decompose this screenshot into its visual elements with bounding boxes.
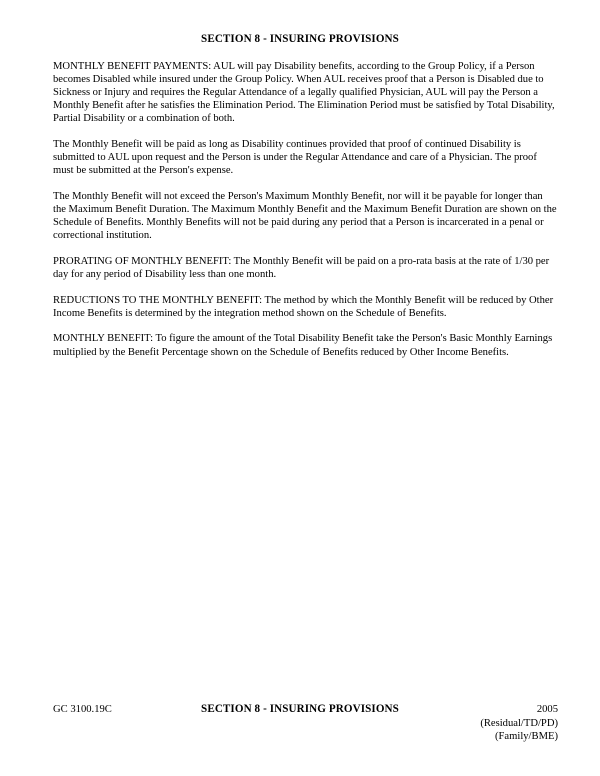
paragraph-maximum-benefit: The Monthly Benefit will not exceed the Person's Maximum Monthly Benefit, nor will it be payable for longer than the Maximum Benefit Duration. The Maximum Monthly Benefit and the Maximum Benefit Duration are shown on the Schedule of Benefits. Monthly Benefits will not be paid during any period that a Person is incarcerated in a penal or correctional institution.	[53, 190, 557, 242]
paragraph-prorating-of-monthly-benefit: PRORATING OF MONTHLY BENEFIT: The Monthly Benefit will be paid on a pro-rata basis at the rate of 1/30 per day for any period of Disability less than one month.	[53, 255, 550, 280]
footer-form-number: GC 3100.19C	[53, 704, 112, 715]
paragraph-monthly-benefit: MONTHLY BENEFIT: To figure the amount of the Total Disability Benefit take the Person's Basic Monthly Earnings multiplied by the Benefit Percentage shown on the Schedule of Benefits reduced by Other Income Benefits.	[53, 333, 553, 358]
document-body	[53, 60, 558, 359]
footer-variant-residual: (Residual/TD/PD)	[480, 717, 558, 729]
footer-year: 2005	[536, 704, 558, 715]
footer-variant-family: (Family/BME)	[495, 731, 558, 742]
page-title: SECTION 8 - INSURING PROVISIONS	[201, 33, 399, 45]
page-footer	[53, 703, 558, 753]
footer-primary-row	[53, 703, 558, 717]
paragraph-monthly-benefit-payments: MONTHLY BENEFIT PAYMENTS: AUL will pay Disability benefits, according to the Group Policy, if a Person becomes Disabled while insured under the Group Policy. When AUL receives proof that a Person is Disabled due to Sickness or Injury and requires the Regular Attendance of a legally qualified Physician, AUL will pay the Person a Monthly Benefit after he satisfies the Elimination Period. The Elimination Period must be satisfied by Total Disability, Partial Disability or a combination of both.	[53, 61, 555, 125]
paragraph-reductions-to-the-monthly-benefit: REDUCTIONS TO THE MONTHLY BENEFIT: The method by which the Monthly Benefit will be reduced by Other Income Benefits is determined by the integration method shown on the Schedule of Benefits.	[53, 294, 554, 319]
paragraph-continued-disability: The Monthly Benefit will be paid as long as Disability continues provided that proof of continued Disability is submitted to AUL upon request and the Person is under the Regular Attendance and care of a Physician. The proof must be submitted at the Person's expense.	[53, 139, 537, 177]
footer-section-title: SECTION 8 - INSURING PROVISIONS	[201, 703, 399, 715]
